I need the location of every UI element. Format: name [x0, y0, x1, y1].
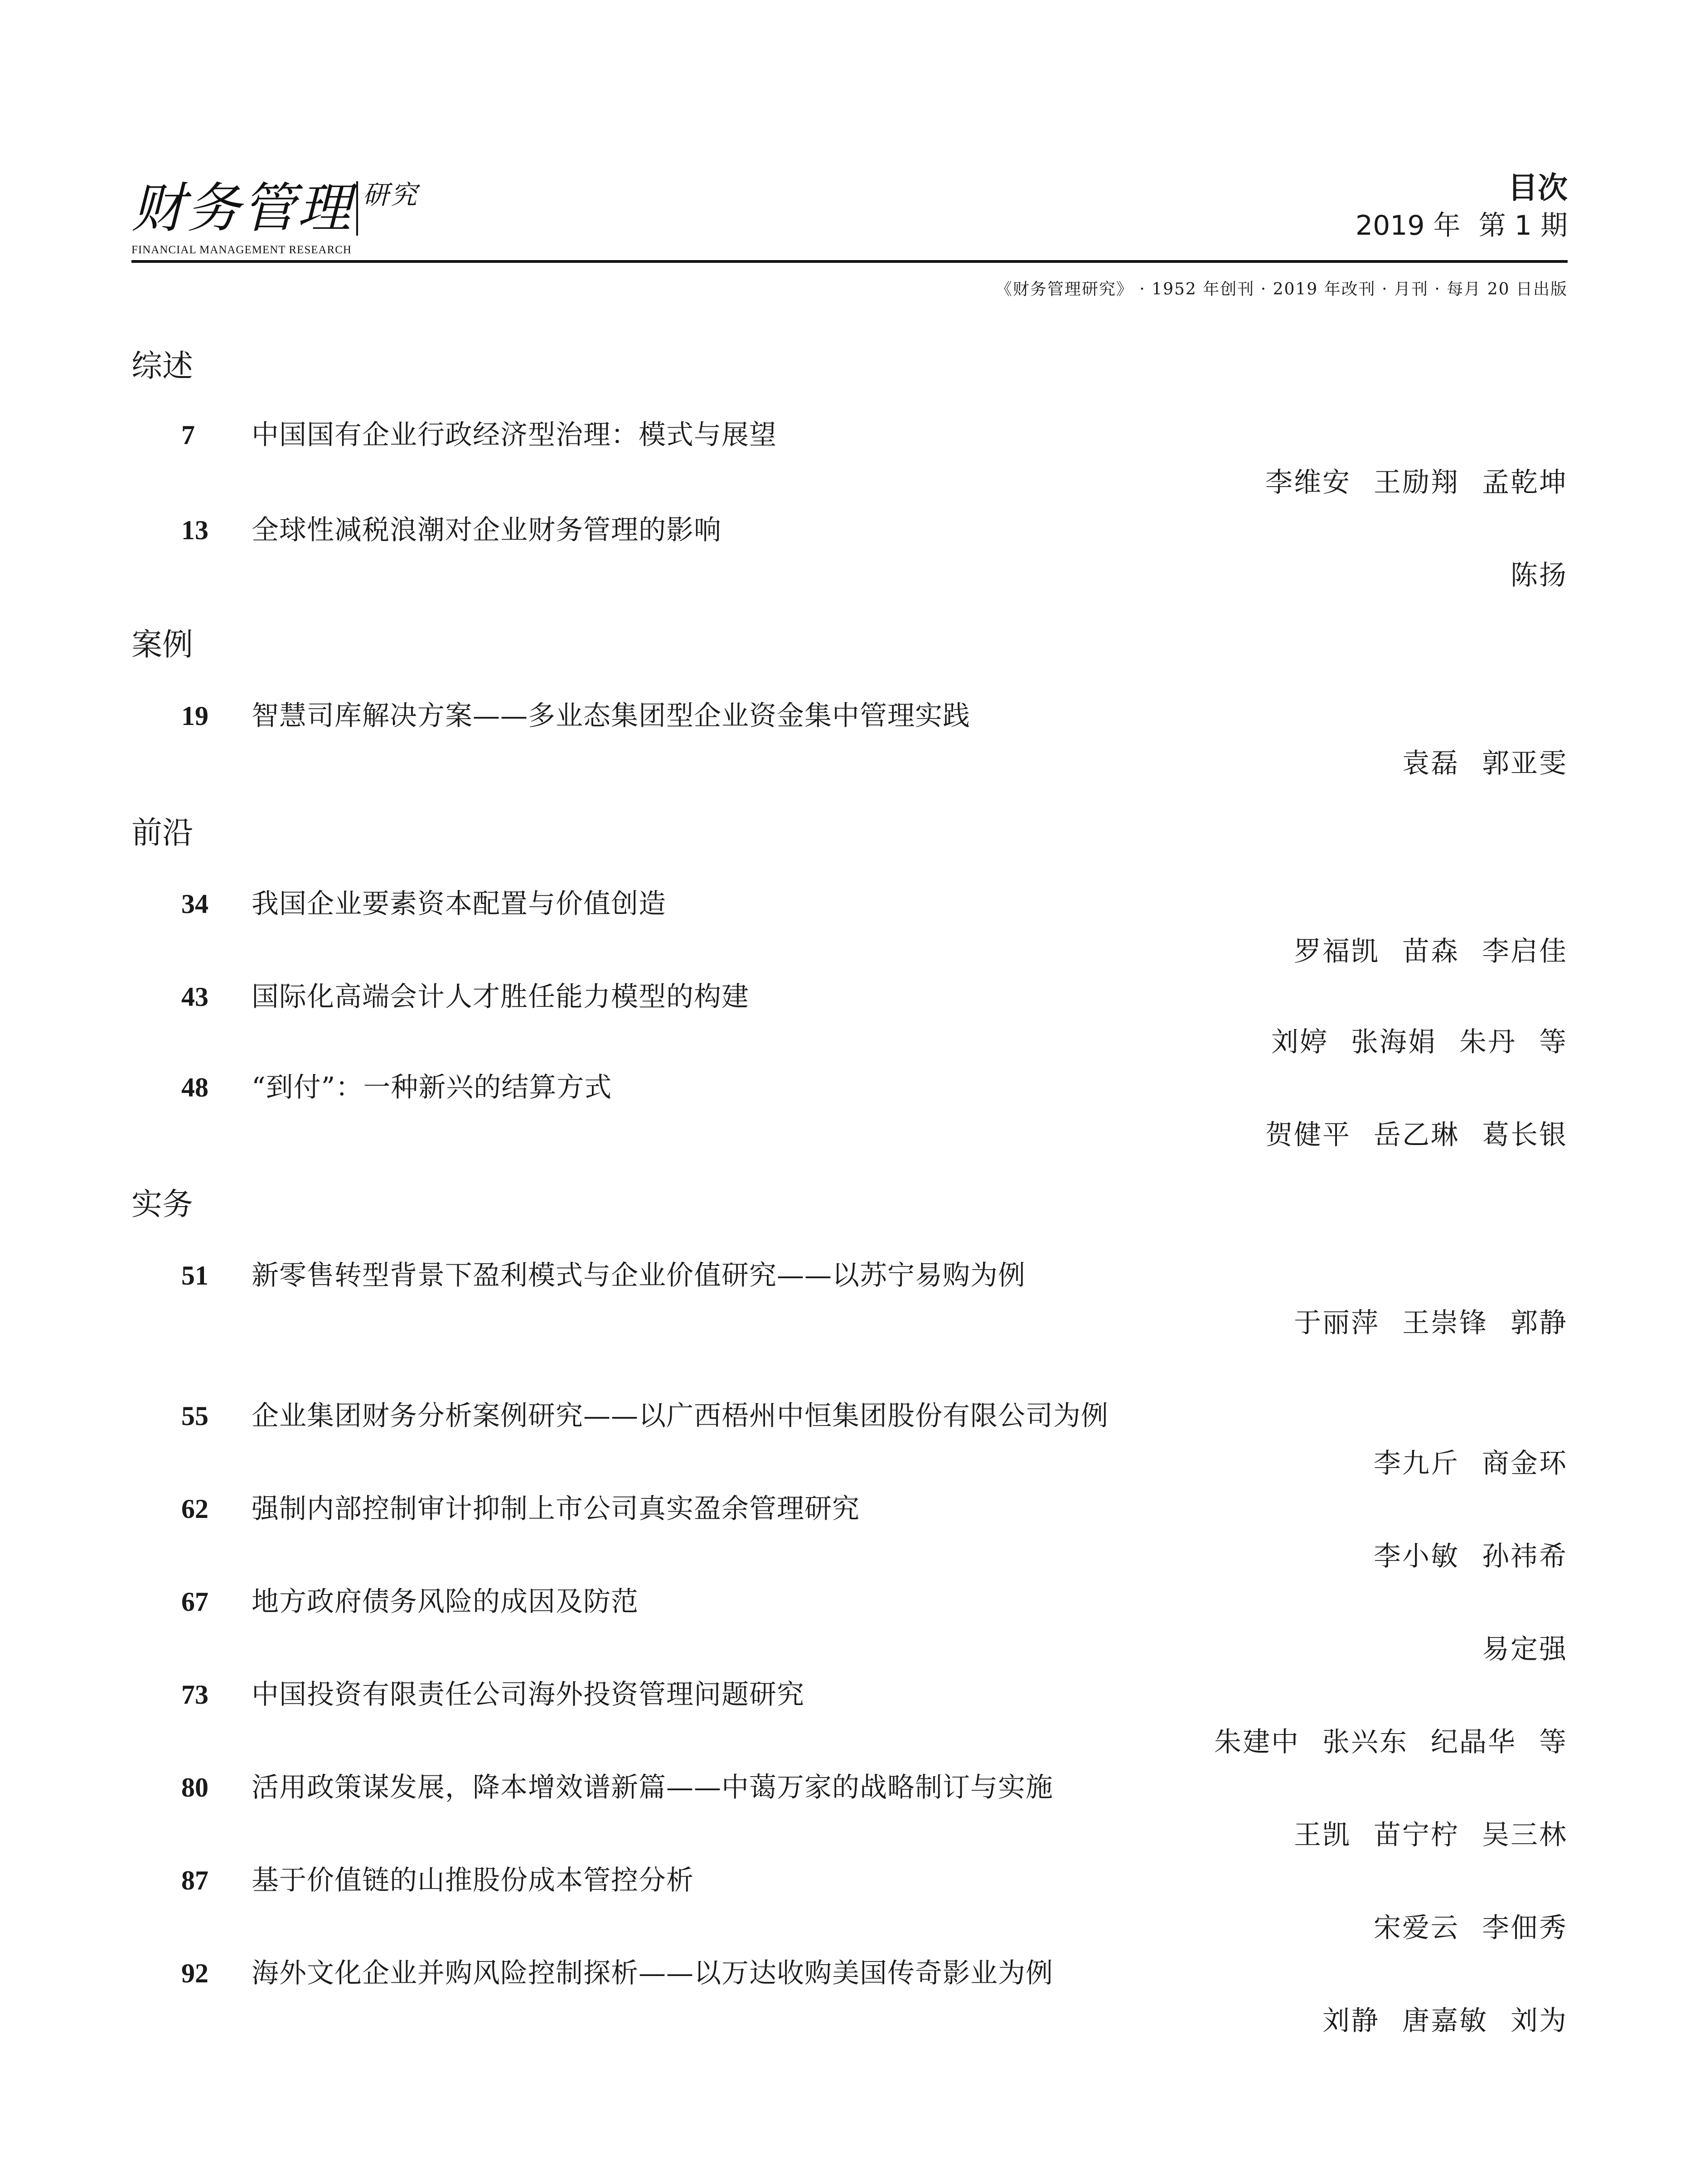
author: 李小敏 [1374, 1541, 1459, 1572]
entry-title[interactable]: 中国国有企业行政经济型治理：模式与展望 [252, 419, 777, 451]
issue-header [1356, 170, 1568, 244]
issue-info [1356, 208, 1568, 244]
author: 宋爱云 [1374, 1912, 1459, 1944]
entry-title[interactable]: 海外文化企业并购风险控制探析——以万达收购美国传奇影业为例 [252, 1957, 1053, 1989]
author: 纪晶华 [1431, 1726, 1516, 1758]
logo-english: FINANCIAL MANAGEMENT RESEARCH [131, 244, 352, 256]
entry-title[interactable]: 智慧司库解决方案——多业态集团型企业资金集中管理实践 [252, 700, 970, 732]
author: 葛长银 [1482, 1119, 1568, 1151]
author: 吴三林 [1482, 1819, 1568, 1851]
entry-title[interactable]: 基于价值链的山推股份成本管控分析 [252, 1865, 694, 1896]
entry-authors [1294, 1819, 1568, 1851]
author: 张兴东 [1322, 1726, 1408, 1758]
entry-page-number: 34 [181, 889, 208, 919]
section-heading: 综述 [131, 348, 194, 384]
entry-title[interactable]: 活用政策谋发展，降本增效谱新篇——中蔼万家的战略制订与实施 [252, 1772, 1053, 1803]
entry-title[interactable]: 强制内部控制审计抑制上市公司真实盈余管理研究 [252, 1493, 860, 1525]
entry-authors [1511, 562, 1568, 589]
entry-authors [1265, 1121, 1568, 1149]
author: 苗森 [1402, 936, 1459, 967]
author: 王凯 [1294, 1819, 1351, 1851]
entry-title[interactable]: 新零售转型背景下盈利模式与企业价值研究——以苏宁易购为例 [252, 1260, 1026, 1291]
author: 等 [1539, 1026, 1568, 1058]
entry-page-number: 73 [181, 1680, 208, 1710]
entry-title[interactable]: 企业集团财务分析案例研究——以广西梧州中恒集团股份有限公司为例 [252, 1400, 1109, 1432]
section-heading: 实务 [131, 1187, 194, 1222]
author: 李维安 [1265, 467, 1351, 498]
author: 张海娟 [1351, 1026, 1437, 1058]
author: 刘为 [1511, 2005, 1568, 2037]
author: 等 [1539, 1726, 1568, 1758]
issue-year: 2019 年 [1355, 210, 1461, 242]
entry-title[interactable]: 地方政府债务风险的成因及防范 [252, 1586, 639, 1618]
entry-authors [1374, 1450, 1568, 1477]
author: 苗宁柠 [1374, 1819, 1459, 1851]
entry-authors [1322, 2005, 1568, 2037]
entry-page-number: 55 [181, 1401, 208, 1431]
entry-title[interactable]: 中国投资有限责任公司海外投资管理问题研究 [252, 1679, 804, 1710]
logo-separator [356, 181, 358, 236]
author: 于丽萍 [1294, 1307, 1380, 1339]
author: 李启佳 [1482, 936, 1568, 967]
entry-page-number: 67 [181, 1587, 208, 1617]
author: 朱丹 [1459, 1026, 1516, 1058]
entry-page-number: 92 [181, 1958, 208, 1988]
entry-authors [1294, 1309, 1568, 1337]
author: 刘静 [1322, 2005, 1380, 2037]
entry-title[interactable]: 国际化高端会计人才胜任能力模型的构建 [252, 981, 749, 1013]
entry-authors [1265, 469, 1568, 496]
entry-authors [1374, 1543, 1568, 1570]
journal-logo [131, 177, 419, 256]
author: 孙祎希 [1482, 1541, 1568, 1572]
entry-page-number: 80 [181, 1773, 208, 1802]
author: 商金环 [1482, 1448, 1568, 1479]
author: 刘婷 [1271, 1026, 1328, 1058]
section-heading: 案例 [131, 627, 194, 663]
entry-title[interactable]: 全球性减税浪潮对企业财务管理的影响 [252, 514, 722, 546]
entry-page-number: 48 [181, 1073, 208, 1102]
entry-authors [1294, 938, 1568, 965]
entry-page-number: 87 [181, 1865, 208, 1895]
entry-page-number: 43 [181, 982, 208, 1012]
issue-number: 第 1 期 [1478, 210, 1568, 242]
header-rule [131, 260, 1568, 263]
author: 郭静 [1511, 1307, 1568, 1339]
author: 李九斤 [1374, 1448, 1459, 1479]
entry-authors [1482, 1633, 1568, 1665]
author: 王崇锋 [1402, 1307, 1488, 1339]
logo-chinese [131, 177, 419, 239]
author: 唐嘉敏 [1402, 2005, 1488, 2037]
author: 贺健平 [1265, 1119, 1351, 1151]
logo-cn-main: 财务管理 [131, 177, 353, 239]
author: 罗福凯 [1294, 936, 1380, 967]
author: 孟乾坤 [1482, 467, 1568, 498]
entry-page-number: 7 [181, 420, 195, 450]
entry-authors [1271, 1026, 1568, 1058]
entry-authors [1402, 750, 1568, 777]
entry-title[interactable]: 我国企业要素资本配置与价值创造 [252, 888, 666, 920]
entry-title[interactable]: “到付”：一种新兴的结算方式 [252, 1072, 612, 1103]
author: 岳乙琳 [1374, 1119, 1459, 1151]
entry-page-number: 13 [181, 515, 208, 545]
author: 李佃秀 [1482, 1912, 1568, 1944]
author: 袁磊 [1402, 748, 1459, 779]
entry-authors [1214, 1726, 1568, 1758]
author: 郭亚雯 [1482, 748, 1568, 779]
entry-page-number: 62 [181, 1494, 208, 1524]
entry-page-number: 19 [181, 701, 208, 731]
entry-authors [1374, 1914, 1568, 1942]
entry-page-number: 51 [181, 1261, 208, 1290]
logo-cn-small: 研究 [363, 179, 419, 210]
author: 易定强 [1482, 1633, 1568, 1665]
page-title: 目次 [1508, 170, 1568, 205]
author: 朱建中 [1214, 1726, 1300, 1758]
journal-tagline: 《财务管理研究》 · 1952 年创刊 · 2019 年改刊 · 月刊 · 每月 20 日出版 [995, 280, 1568, 299]
author: 王励翔 [1374, 467, 1459, 498]
author: 陈扬 [1511, 560, 1568, 591]
section-heading: 前沿 [131, 815, 194, 851]
